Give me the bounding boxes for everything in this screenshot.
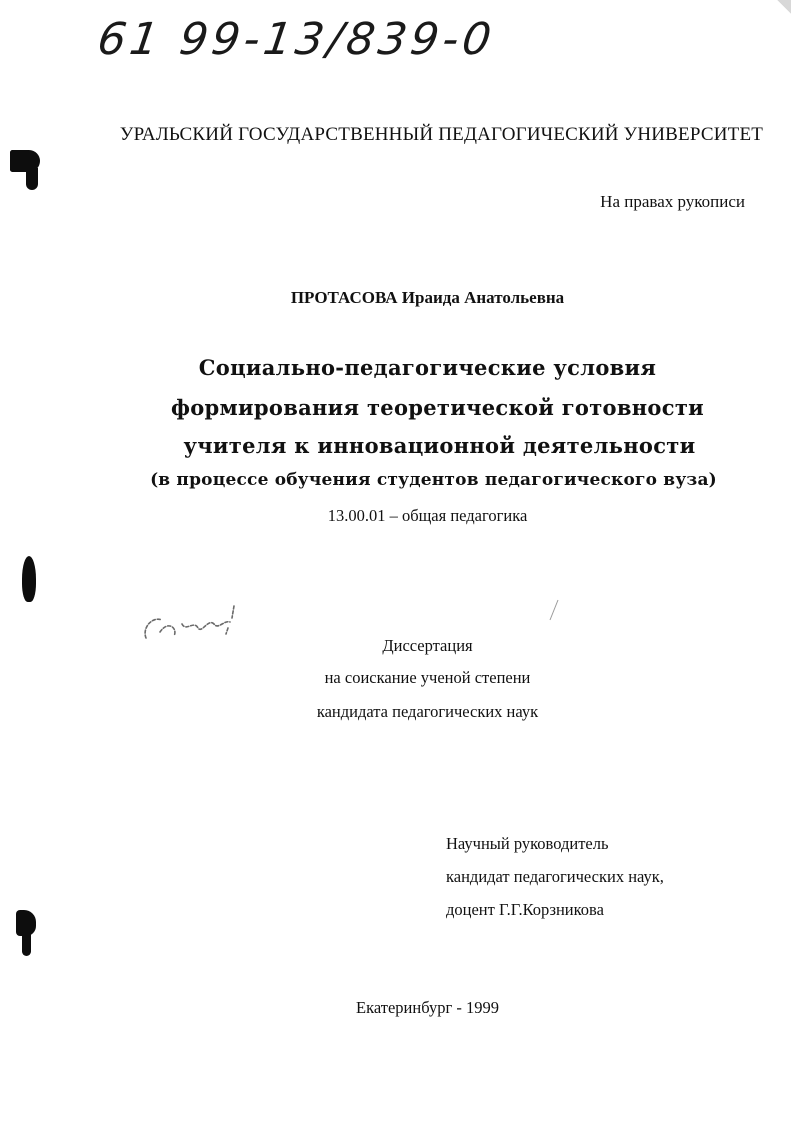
degree-line-1: на соискание ученой степени [324,668,531,687]
title-line-1: Социально-педагогические условия [198,355,657,380]
degree-line-2: кандидата педагогических наук [316,702,539,721]
faint-pencil-mark [548,598,560,622]
title-subtitle: (в процессе обучения студентов педагогического вуза) [150,470,717,490]
title-line-2: формирования теоретической готовности [170,395,705,420]
author-name: ПРОТАСОВА Ираида Анатольевна [290,288,565,307]
dissertation-label: Диссертация [382,636,473,655]
manuscript-rights-note: На правах рукописи [600,192,745,211]
handwritten-catalog-number: 61 99-13/839-0 [94,14,499,65]
supervisor-degree: кандидат педагогических наук, [446,867,664,886]
punch-mark-top-tail [26,168,38,190]
punch-mark-bottom-tail [22,932,31,956]
title-line-3: учителя к инновационной деятельности [183,433,696,458]
supervisor-heading: Научный руководитель [446,834,609,853]
supervisor-name: доцент Г.Г.Корзникова [446,900,604,919]
university-name: УРАЛЬСКИЙ ГОСУДАРСТВЕННЫЙ ПЕДАГОГИЧЕСКИЙ УНИВЕРСИТЕТ [119,124,764,145]
specialty-code: 13.00.01 – общая педагогика [327,506,528,525]
punch-mark-middle [22,556,36,602]
page-corner-fold [777,0,791,14]
city-and-year: Екатеринбург - 1999 [356,998,499,1017]
